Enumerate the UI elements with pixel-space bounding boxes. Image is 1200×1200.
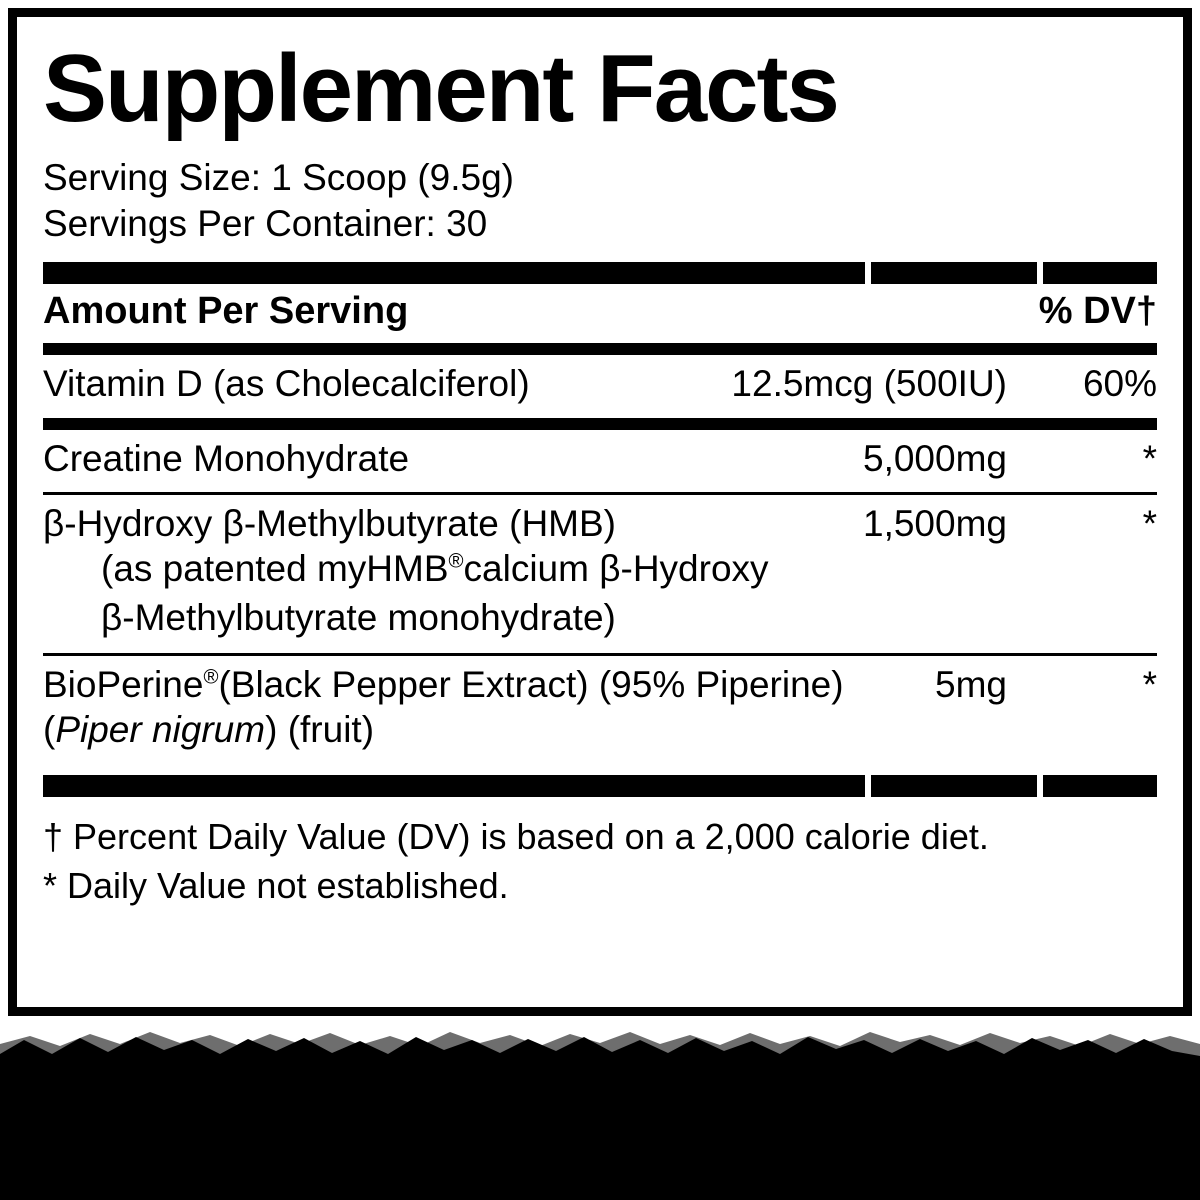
footnote-dv: † Percent Daily Value (DV) is based on a 2,000 calorie diet.	[43, 816, 989, 858]
paren-close-part: ) (fruit)	[265, 709, 375, 751]
nutrient-dv: *	[1142, 502, 1157, 544]
registered-mark: ®	[203, 666, 219, 689]
amount-per-serving-label: Amount Per Serving	[43, 289, 409, 332]
nutrient-amount: 5,000mg	[863, 438, 1007, 480]
torn-paper-edge	[0, 1010, 1200, 1200]
divider-notch	[1037, 262, 1043, 284]
serving-size: Serving Size: 1 Scoop (9.5g)	[43, 157, 514, 198]
footnotes	[43, 813, 1157, 910]
nutrient-row-bioperine	[43, 656, 1157, 762]
supplement-facts-panel	[8, 8, 1192, 1016]
divider-notch	[1037, 775, 1043, 797]
nutrient-row-hmb	[43, 495, 1157, 649]
servings-per-container: Servings Per Container: 30	[43, 203, 488, 245]
divider-thick-bottom	[43, 775, 1157, 797]
serving-info	[43, 155, 1157, 248]
nutrient-subtext-botanical	[43, 706, 1157, 754]
nutrient-dv: *	[1142, 663, 1157, 705]
nutrient-name: Creatine Monohydrate	[43, 438, 410, 480]
daily-value-header: % DV†	[1038, 289, 1157, 332]
botanical-name: Piper nigrum	[55, 709, 266, 751]
nutrient-subtext-line-2: β-Methylbutyrate monohydrate)	[101, 596, 616, 638]
nutrient-dv: *	[1142, 438, 1157, 480]
nutrient-row-creatine	[43, 430, 1157, 488]
nutrient-name: Vitamin D (as Cholecalciferol)	[43, 362, 530, 404]
page-title: Supplement Facts	[43, 35, 838, 142]
divider-med-1	[43, 343, 1157, 355]
hmb-sub-b: calcium β-Hydroxy	[463, 548, 769, 590]
divider-med-2	[43, 418, 1157, 430]
divider-thick-top	[43, 262, 1157, 284]
nutrient-amount: 1,500mg	[863, 502, 1007, 544]
nutrient-subtext-line-1	[43, 545, 1157, 593]
bioperine-name-a: BioPerine	[43, 663, 204, 705]
nutrient-amount: 5mg	[935, 663, 1007, 705]
torn-edge-fill	[0, 1037, 1200, 1200]
bioperine-name-b: (Black Pepper Extract) (95% Piperine)	[218, 663, 844, 705]
divider-notch	[865, 262, 871, 284]
divider-notch	[865, 775, 871, 797]
nutrient-row-vitamin-d	[43, 355, 1157, 413]
paren-open: (	[43, 709, 56, 751]
nutrient-amount: 12.5mcg (500IU)	[731, 362, 1007, 404]
nutrient-name	[43, 663, 844, 707]
nutrient-name: β-Hydroxy β-Methylbutyrate (HMB)	[43, 502, 616, 544]
hmb-sub-a: (as patented myHMB	[101, 548, 449, 590]
amount-per-serving-header	[43, 284, 1157, 337]
footnote-not-established: * Daily Value not established.	[43, 865, 509, 906]
nutrient-dv: 60%	[1082, 362, 1157, 404]
registered-mark: ®	[448, 551, 464, 574]
